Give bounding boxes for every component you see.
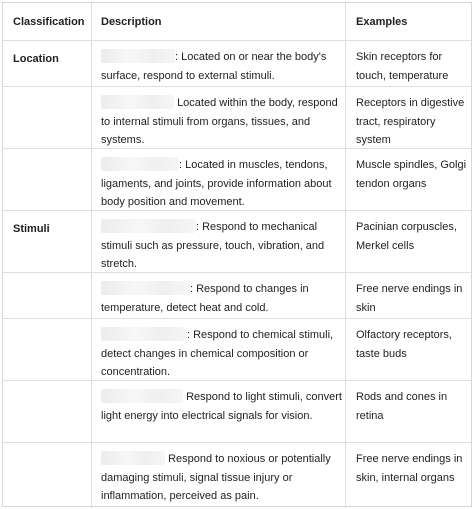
table-row <box>3 273 471 319</box>
redacted-term <box>101 49 175 63</box>
table-row <box>3 381 471 443</box>
examples-cell: Skin receptors for touch, temperature <box>356 51 449 82</box>
description-cell: : Respond to mechanical stimuli such as pressure, touch, vibration, and stretch. <box>101 221 325 270</box>
redacted-term <box>101 95 174 109</box>
description-cell: Respond to light stimuli, convert light energy into electrical signals for vision. <box>101 391 342 422</box>
description-cell: : Located in muscles, tendons, ligaments, and joints, provide information about body position and movement. <box>101 159 332 208</box>
receptor-classification-table <box>2 2 472 507</box>
table-header-row <box>3 3 471 41</box>
redacted-term <box>101 451 165 465</box>
classification-cell <box>3 149 91 210</box>
examples-cell: Free nerve endings in skin <box>356 283 463 314</box>
classification-cell <box>3 319 91 380</box>
header-examples: Examples <box>356 16 408 28</box>
description-cell: : Respond to chemical stimuli, detect changes in chemical composition or concentration. <box>101 329 334 378</box>
examples-cell: Pacinian corpuscles, Merkel cells <box>356 221 457 252</box>
table-row <box>3 87 471 149</box>
table-row <box>3 443 471 508</box>
classification-cell <box>3 87 91 148</box>
classification-cell: Location <box>13 53 59 65</box>
header-classification: Classification <box>13 16 85 28</box>
description-cell: Respond to noxious or potentially damaging stimuli, signal tissue injury or inflammation, perceived as pain. <box>101 453 331 502</box>
table-row <box>3 319 471 381</box>
table-row <box>3 41 471 87</box>
table-row <box>3 211 471 273</box>
classification-cell <box>3 443 91 508</box>
classification-cell <box>3 381 91 442</box>
classification-cell: Stimuli <box>13 223 50 235</box>
description-cell: : Respond to changes in temperature, detect heat and cold. <box>101 283 309 314</box>
description-cell: Located within the body, respond to internal stimuli from organs, tissues, and systems. <box>101 97 338 146</box>
redacted-term <box>101 389 183 403</box>
redacted-term <box>101 157 179 171</box>
header-description: Description <box>101 16 162 28</box>
examples-cell: Free nerve endings in skin, internal organs <box>356 453 463 484</box>
classification-cell <box>3 273 91 318</box>
examples-cell: Rods and cones in retina <box>356 391 448 422</box>
redacted-term <box>101 327 187 341</box>
redacted-term <box>101 281 190 295</box>
redacted-term <box>101 219 196 233</box>
examples-cell: Olfactory receptors, taste buds <box>356 329 452 360</box>
examples-cell: Muscle spindles, Golgi tendon organs <box>356 159 467 190</box>
description-cell: : Located on or near the body's surface, respond to external stimuli. <box>101 51 327 82</box>
table-row <box>3 149 471 211</box>
examples-cell: Receptors in digestive tract, respiratory system <box>356 97 465 146</box>
